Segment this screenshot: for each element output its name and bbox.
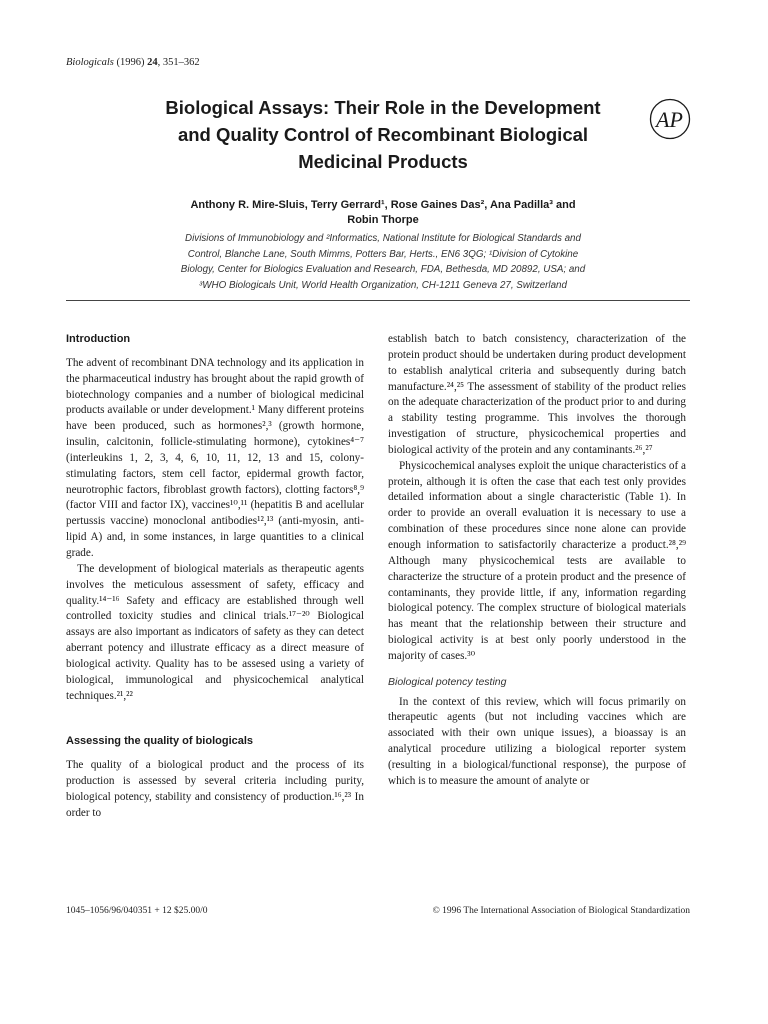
- header-divider: [66, 300, 690, 301]
- title-line: and Quality Control of Recombinant Biological: [177, 124, 589, 145]
- section-heading-introduction: Introduction: [66, 333, 131, 345]
- paragraph: The quality of a biological product and the process of its production is assessed by several criteria including purity, biological potency, stability and consistency of production.¹⁶,²³ In order to: [66, 759, 364, 819]
- affiliation-line: ³WHO Biologicals Unit, World Health Organization, CH-1211 Geneva 27, Switzerland: [199, 279, 567, 291]
- right-column: [388, 332, 686, 790]
- subsection-heading-potency: Biological potency testing: [388, 675, 507, 688]
- logo-text: AP: [656, 107, 683, 132]
- paragraph: The development of biological materials as therapeutic agents involves the meticulous assessment of safety, efficacy and quality.¹⁴⁻¹⁶ Safety and efficacy are established through well controlled toxicity studies and clinical trials.¹⁷⁻²⁰ Biological assays are also important as indicators of safety as they can detect aberrant potency and illustrate efficacy as a direct measure of biological activity. Quality has to be assesed using a variety of biological, immunological and physicochemical analytical techniques.²¹,²²: [66, 562, 364, 702]
- title-line: Biological Assays: Their Role in the Development: [165, 97, 601, 118]
- journal-pages: , 351–362: [157, 57, 200, 68]
- paragraph: The advent of recombinant DNA technology and its application in the pharmaceutical industry has brought about the rapid growth of biotechnology companies and a number of biological medicinal products available or under development.¹ Many different proteins have been produced, such as hormones²,³ (growth hormone, insulin, calcitonin, follicle-stimulating hormone), cytokines⁴⁻⁷ (interleukins 1, 2, 3, 4, 6, 10, 11, 12, 13 and 15, colony-stimulating factors, stem cell factor, epidermal growth factor, neurotrophic factors, fibroblast growth factors), clotting factors⁸,⁹ (factor VIII and factor IX), vaccines¹⁰,¹¹ (hepatitis B and acellular pertussis vaccine) monoclonal antibodies¹²,¹³ (anti-myosin, anti-lipid A) and, in some instances, in large quantities to a clinical grade.: [66, 356, 364, 559]
- affiliations: [110, 231, 656, 293]
- footer-copyright: © 1996 The International Association of Biological Standardization: [432, 906, 690, 916]
- footer-code: 1045–1056/96/040351 + 12 $25.00/0: [66, 906, 208, 916]
- paragraph: In the context of this review, which will focus primarily on therapeutic agents (but not including vaccines which are associated with their own unique issues), a bioassay is an analytical procedure utilizing a biological reporter system (resulting in a biological/functional response), the purpose of which is to measure the amount of analyte or: [388, 695, 686, 787]
- author-line: Robin Thorpe: [347, 214, 419, 226]
- paragraph: establish batch to batch consistency, characterization of the protein product should be undertaken during product development to establish analytical criteria and subsequently during batch manufacture.²⁴,²⁵ The assessment of stability of the product relies on the adequate characterization of the product prior to and during a stability testing programme. This involves the thorough investigation of structure, physicochemical properties and biological activity of the protein and any contaminants.²⁶,²⁷: [388, 333, 686, 456]
- paragraph: Physicochemical analyses exploit the unique characteristics of a protein, although it is often the case that each test only provides detailed information about a single characteristic (Table 1). In order to provide an overall evaluation it is necessary to use a combination of these procedures since none alone can provide enough information to satisfactorily characterize a product.²⁸,²⁹ Although many physicochemical tests are available to characterize the structure of a protein product and the presence of contaminants, they provide little, if any, information regarding biological potency. The complex structure of biological materials has meant that the relationship between their structure and biological activity is at best only poorly understood in the majority of cases.³⁰: [388, 459, 686, 662]
- article-title: [100, 94, 666, 175]
- journal-year: (1996): [116, 57, 145, 68]
- journal-citation: [66, 57, 200, 68]
- affiliation-line: Divisions of Immunobiology and ²Informatics, National Institute for Biological Standards and: [185, 233, 581, 244]
- author-list: [100, 198, 666, 228]
- ap-publisher-logo-icon: [649, 98, 691, 140]
- author-line: Anthony R. Mire-Sluis, Terry Gerrard¹, Rose Gaines Das², Ana Padilla³ and: [190, 199, 576, 211]
- affiliation-line: Control, Blanche Lane, South Mimms, Potters Bar, Herts., EN6 3QG; ¹Division of Cytokine: [187, 248, 579, 260]
- left-column: [66, 332, 364, 822]
- section-heading-quality: Assessing the quality of biologicals: [66, 735, 254, 748]
- title-line: Medicinal Products: [298, 151, 468, 172]
- affiliation-line: Biology, Center for Biologics Evaluation and Research, FDA, Bethesda, MD 20892, USA; and: [180, 264, 586, 275]
- journal-name: Biologicals: [66, 57, 114, 68]
- journal-volume: 24: [147, 57, 158, 68]
